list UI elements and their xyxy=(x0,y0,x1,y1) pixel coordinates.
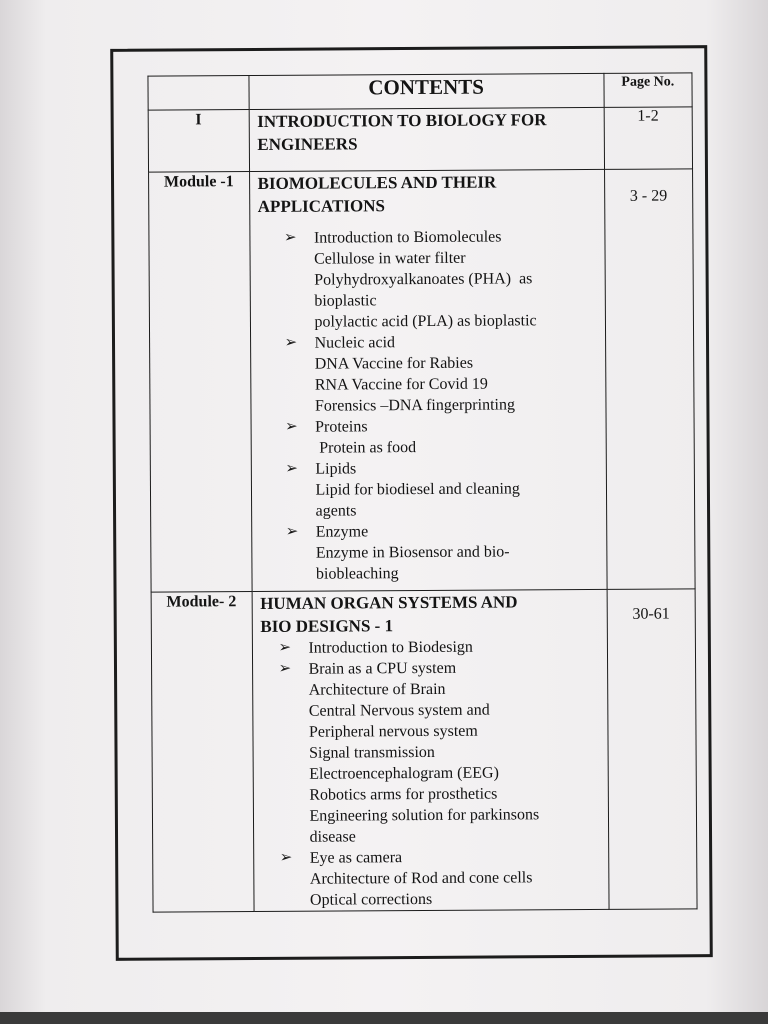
list-item xyxy=(251,457,605,480)
topic-text: biobleaching xyxy=(315,565,399,583)
module-label: Module- 2 xyxy=(151,592,253,913)
module-title xyxy=(252,590,606,638)
page-edge-shadow xyxy=(0,1012,768,1024)
list-item xyxy=(250,268,604,291)
list-item xyxy=(254,888,608,911)
module-title-line: ENGINEERS xyxy=(257,134,358,155)
list-item xyxy=(254,825,608,848)
module-row xyxy=(148,107,692,172)
list-item xyxy=(252,636,606,659)
list-item xyxy=(254,867,608,890)
list-item xyxy=(251,436,605,459)
arrow-bullet-icon: ➢ xyxy=(285,460,298,477)
module-row xyxy=(149,169,696,592)
topic-text: Protein as food xyxy=(315,439,417,457)
header-blank-cell xyxy=(148,76,249,111)
list-item xyxy=(250,247,604,270)
topic-text: Proteins xyxy=(315,418,368,436)
module-title-line: BIO DESIGNS - 1 xyxy=(260,616,394,636)
module-title-line: INTRODUCTION TO BIOLOGY FOR xyxy=(257,110,547,132)
list-item xyxy=(251,373,605,396)
topic-text: agents xyxy=(315,502,357,520)
list-item xyxy=(250,226,604,249)
list-item xyxy=(250,289,604,312)
arrow-bullet-icon: ➢ xyxy=(285,418,298,435)
list-item xyxy=(252,562,606,585)
list-item xyxy=(253,720,607,743)
topic-text: Introduction to Biodesign xyxy=(308,638,473,657)
topic-text: polylactic acid (PLA) as bioplastic xyxy=(314,312,537,331)
module-title xyxy=(250,170,604,218)
module-label: I xyxy=(148,110,249,173)
topic-text: Electroencephalogram (EEG) xyxy=(309,764,499,783)
topic-text: Nucleic acid xyxy=(314,334,396,352)
topic-text: Polyhydroxyalkanoates (PHA) as xyxy=(314,270,533,289)
contents-table xyxy=(147,72,697,912)
module-content xyxy=(249,107,605,171)
topic-text: Eye as camera xyxy=(309,849,403,867)
topic-text: RNA Vaccine for Covid 19 xyxy=(314,375,488,394)
list-item xyxy=(251,331,605,354)
topic-text: Engineering solution for parkinsons xyxy=(309,806,540,825)
header-row xyxy=(148,73,692,110)
topic-list xyxy=(252,636,608,911)
topic-text: Architecture of Rod and cone cells xyxy=(309,869,533,888)
topic-text: Introduction to Biomolecules xyxy=(313,228,502,247)
list-item xyxy=(252,520,606,543)
list-item xyxy=(253,783,607,806)
arrow-bullet-icon: ➢ xyxy=(278,639,292,656)
topic-text: Robotics arms for prosthetics xyxy=(309,785,498,804)
module-title-line: APPLICATIONS xyxy=(257,196,386,217)
list-item xyxy=(253,678,607,701)
arrow-bullet-icon: ➢ xyxy=(285,523,299,540)
topic-text: Forensics –DNA fingerprinting xyxy=(314,396,516,415)
topic-text: disease xyxy=(309,828,356,846)
arrow-bullet-icon: ➢ xyxy=(283,229,297,246)
topic-text: Optical corrections xyxy=(309,890,433,909)
list-item xyxy=(253,657,607,680)
arrow-bullet-icon: ➢ xyxy=(279,849,293,866)
module-title-line: HUMAN ORGAN SYSTEMS AND xyxy=(260,592,518,613)
list-item xyxy=(253,804,607,827)
topic-text: DNA Vaccine for Rabies xyxy=(314,354,474,373)
arrow-bullet-icon: ➢ xyxy=(278,660,292,677)
topic-text: Lipid for biodiesel and cleaning xyxy=(315,480,520,499)
module-label: Module -1 xyxy=(149,172,252,593)
topic-text: Lipids xyxy=(315,460,357,478)
module-content xyxy=(249,169,607,591)
contents-heading: CONTENTS xyxy=(248,73,603,109)
page-no-heading: Page No. xyxy=(604,73,693,108)
list-item xyxy=(251,352,605,375)
list-item xyxy=(252,499,606,522)
module-title-line: BIOMOLECULES AND THEIR xyxy=(257,172,497,194)
list-item xyxy=(251,415,605,438)
topic-text: Brain as a CPU system xyxy=(308,659,457,678)
list-item xyxy=(252,541,606,564)
module-title xyxy=(249,108,603,156)
list-item xyxy=(251,478,605,501)
list-item xyxy=(251,394,605,417)
topic-text: Peripheral nervous system xyxy=(308,722,478,741)
module-row xyxy=(151,589,697,912)
topic-text: Enzyme in Biosensor and bio- xyxy=(315,543,510,562)
arrow-bullet-icon: ➢ xyxy=(284,334,298,351)
page-range: 1-2 xyxy=(604,107,693,170)
topic-text: Central Nervous system and xyxy=(308,701,490,720)
page-range: 3 - 29 xyxy=(604,169,695,590)
topic-text: Enzyme xyxy=(315,523,369,541)
list-item xyxy=(253,699,607,722)
topic-text: Architecture of Brain xyxy=(308,680,446,699)
topic-text: bioplastic xyxy=(314,292,377,310)
topic-text: Cellulose in water filter xyxy=(314,249,466,268)
list-item xyxy=(254,846,608,869)
list-item xyxy=(253,741,607,764)
list-item xyxy=(250,310,604,333)
page-range: 30-61 xyxy=(607,589,697,910)
topic-text: Signal transmission xyxy=(309,743,435,762)
topic-list xyxy=(250,226,606,585)
module-content xyxy=(252,589,609,911)
list-item xyxy=(253,762,607,785)
